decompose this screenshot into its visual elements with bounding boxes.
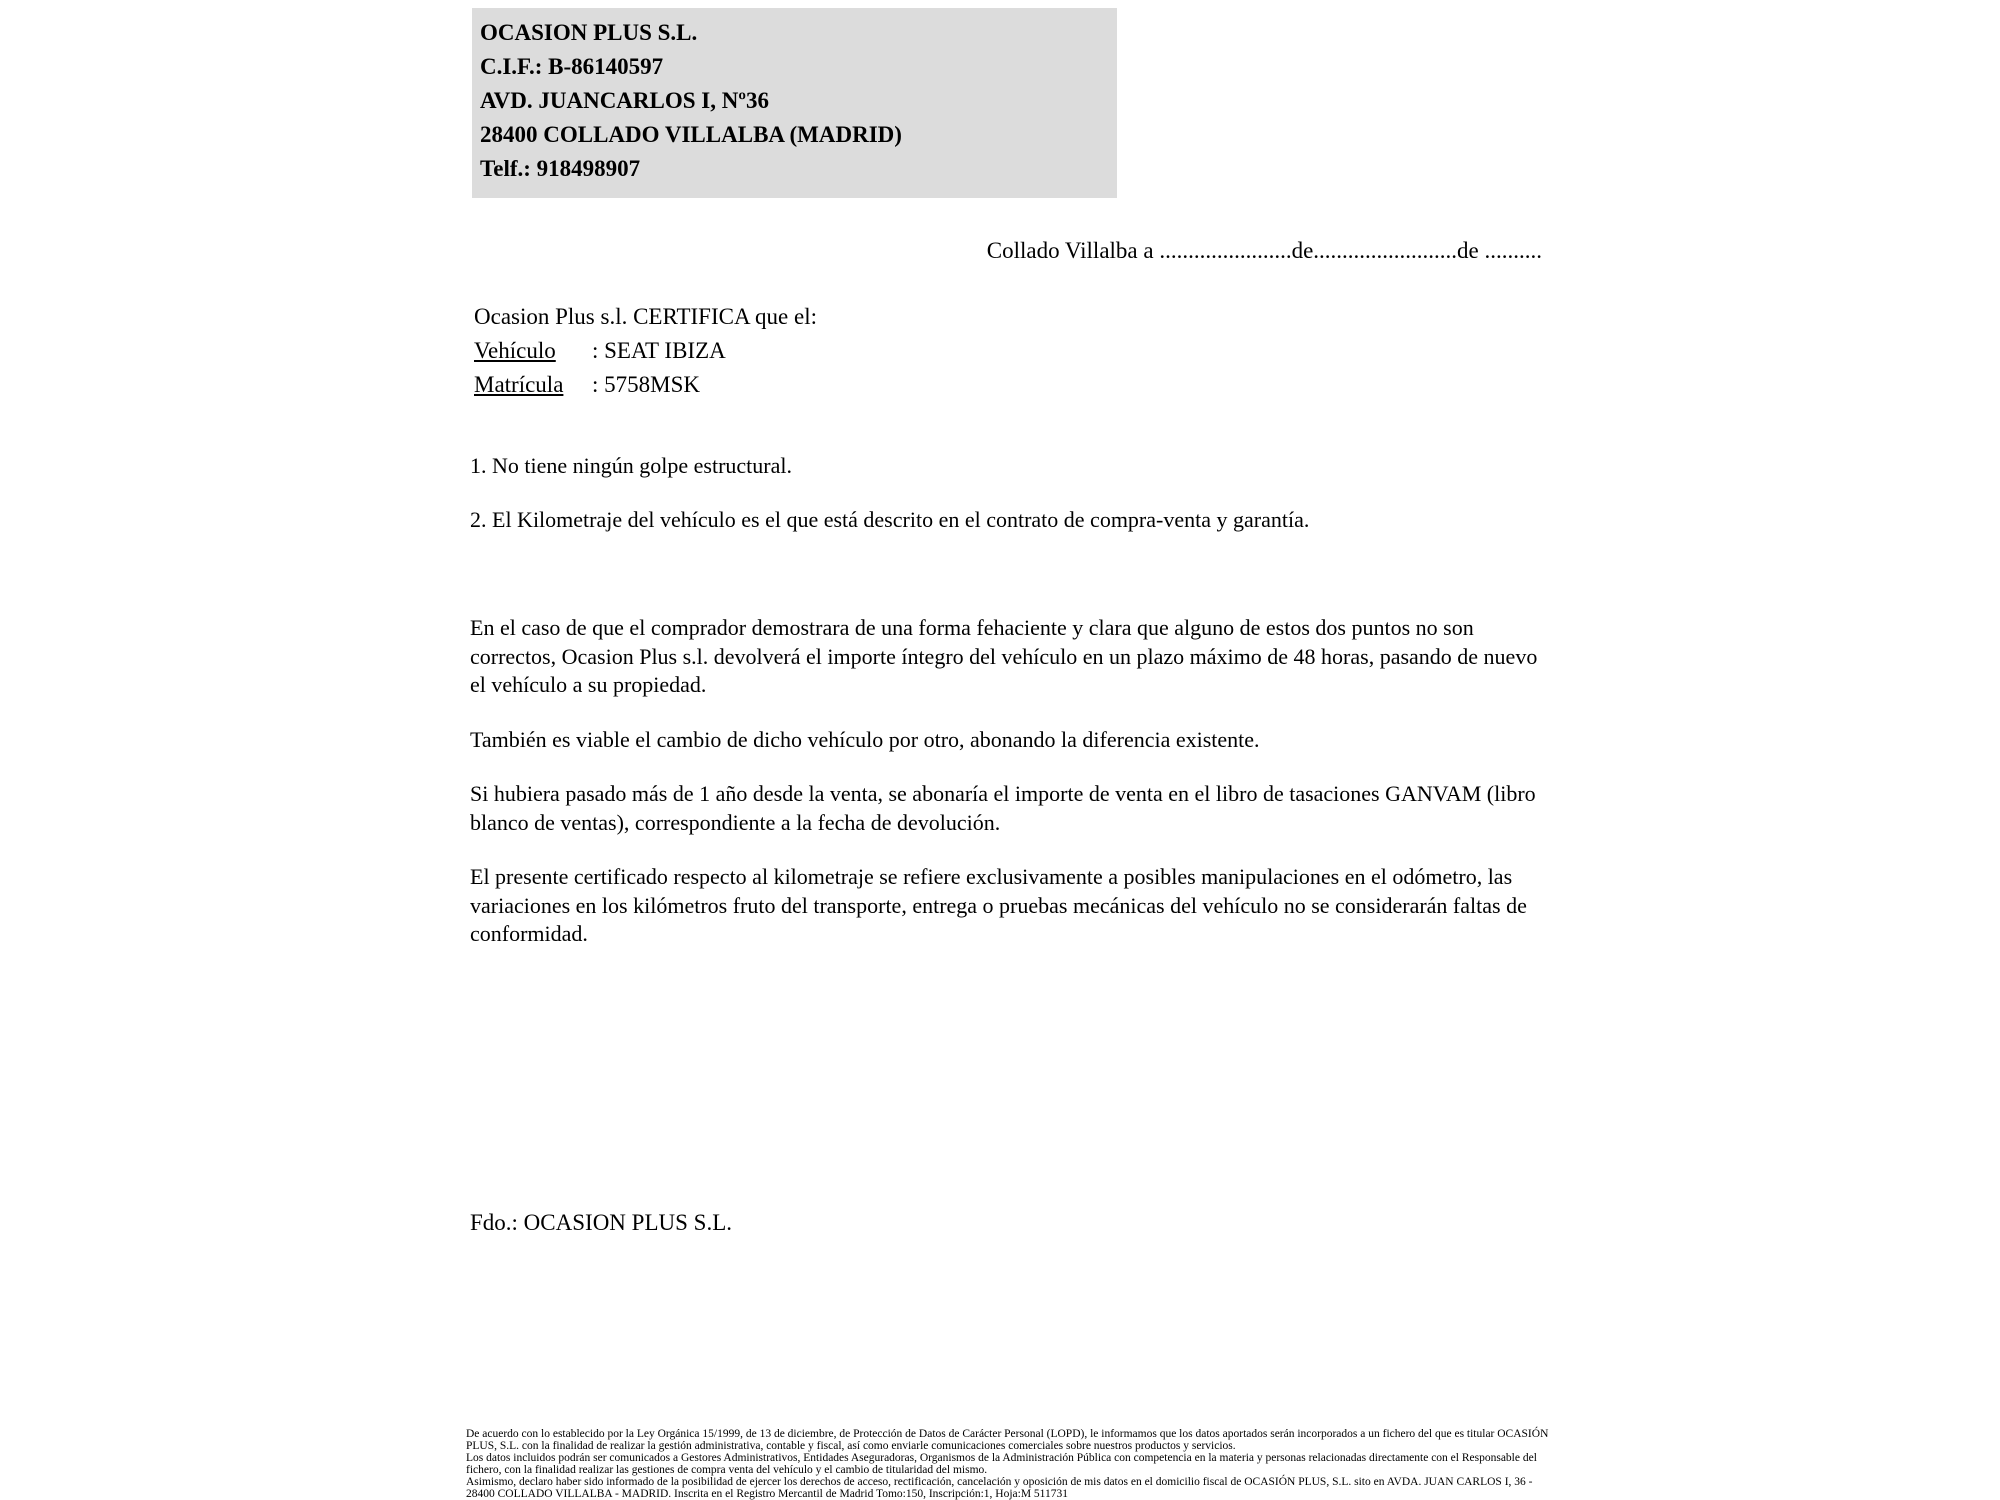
condition-item-2: 2. El Kilometraje del vehículo es el que está descrito en el contrato de compra-venta y garantía. xyxy=(470,507,1310,532)
legal-footer xyxy=(466,1428,1554,1500)
certification-block xyxy=(474,300,817,402)
plate-value: : 5758MSK xyxy=(592,372,700,397)
company-city: 28400 COLLADO VILLALBA (MADRID) xyxy=(480,122,902,147)
plate-label: Matrícula xyxy=(474,372,564,397)
body-paragraph-refund: En el caso de que el comprador demostrara de una forma fehaciente y clara que alguno de estos dos puntos no son correctos, Ocasion Plus s.l. devolverá el importe íntegro del vehículo en un plazo máximo de 48 horas, pasando de nuevo el vehículo a su propiedad. xyxy=(470,615,1538,697)
company-phone: Telf.: 918498907 xyxy=(480,156,641,181)
vehicle-value: : SEAT IBIZA xyxy=(592,338,726,363)
date-line: Collado Villalba a .......................de.........................de .......... xyxy=(986,238,1542,263)
body-paragraph-odometer: El presente certificado respecto al kilometraje se refiere exclusivamente a posibles manipulaciones en el odómetro, las variaciones en los kilómetros fruto del transporte, entrega o pruebas mecánicas del vehículo no se considerarán faltas de conformidad. xyxy=(470,864,1527,946)
vehicle-label: Vehículo xyxy=(474,338,556,363)
company-cif: C.I.F.: B-86140597 xyxy=(480,54,664,79)
body-paragraph-exchange: También es viable el cambio de dicho vehículo por otro, abonando la diferencia existente. xyxy=(470,726,1260,752)
company-header-block xyxy=(472,8,1117,198)
company-name: OCASION PLUS S.L. xyxy=(480,20,698,45)
body-paragraph-ganvam: Si hubiera pasado más de 1 año desde la venta, se abonaría el importe de venta en el libro de tasaciones GANVAM (libro blanco de ventas), correspondiente a la fecha de devolución. xyxy=(470,781,1536,835)
condition-items xyxy=(470,452,1545,560)
plate-row xyxy=(474,368,817,402)
signature-line: Fdo.: OCASION PLUS S.L. xyxy=(470,1210,732,1235)
certification-intro: Ocasion Plus s.l. CERTIFICA que el: xyxy=(474,304,817,329)
condition-item-1: 1. No tiene ningún golpe estructural. xyxy=(470,453,792,478)
legal-paragraph-data-sharing: Los datos incluidos podrán ser comunicados a Gestores Administrativos, Entidades Aseguradoras, Organismos de la Administración Pública con competencia en la materia y personas relacionadas directamente con el Responsable del fichero, con la finalidad realizar las gestiones de compra venta del vehículo y el cambio de titularidad del mismo. xyxy=(466,1452,1537,1476)
legal-paragraph-rights: Asimismo, declaro haber sido informado de la posibilidad de ejercer los derechos de acceso, rectificación, cancelación y oposición de mis datos en el domicilio fiscal de OCASIÓN PLUS, S.L. sito en AVDA. JUAN CARLOS I, 36 - 28400 COLLADO VILLALBA - MADRID. Inscrita en el Registro Mercantil de Madrid Tomo:150, Inscripción:1, Hoja:M 511731 xyxy=(466,1476,1533,1500)
body-paragraphs xyxy=(470,614,1545,975)
company-address: AVD. JUANCARLOS I, Nº36 xyxy=(480,88,769,113)
legal-paragraph-lopd: De acuerdo con lo establecido por la Ley Orgánica 15/1999, de 13 de diciembre, de Protección de Datos de Carácter Personal (LOPD), le informamos que los datos aportados serán incorporados a un fichero del que es titular OCASIÓN PLUS, S.L. con la finalidad de realizar la gestión administrativa, contable y fiscal, así como enviarle comunicaciones comerciales sobre nuestros productos y servicios. xyxy=(466,1428,1549,1452)
vehicle-row xyxy=(474,334,817,368)
